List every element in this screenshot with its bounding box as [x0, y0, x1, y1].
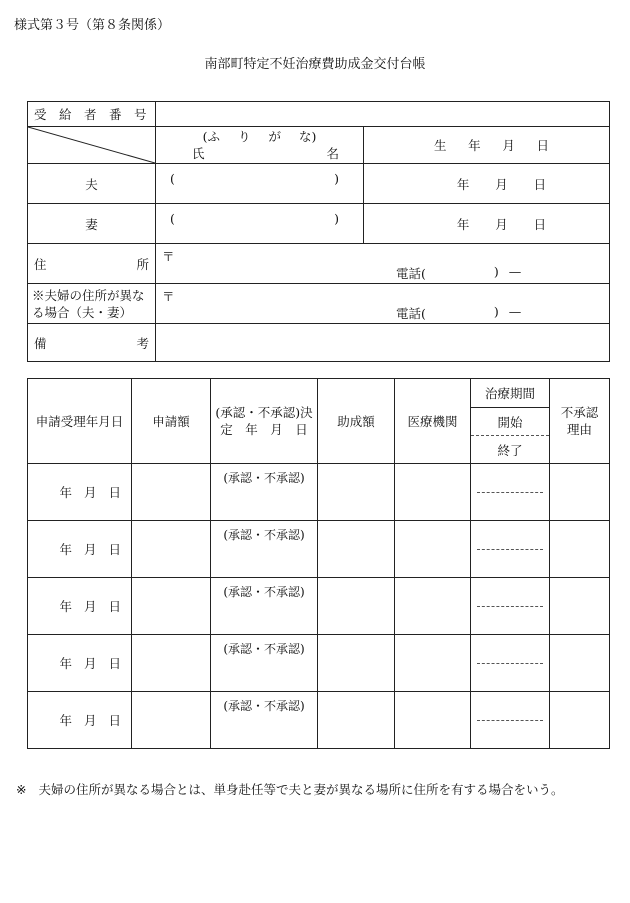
approval-options: (承認・不承認) — [223, 528, 305, 542]
approval-options: (承認・不承認) — [223, 642, 305, 656]
footnote — [16, 780, 564, 798]
month-label: 月 — [83, 713, 97, 728]
phone-dash: — — [508, 264, 522, 279]
table-row — [28, 578, 610, 635]
approval-options: (承認・不承認) — [223, 699, 305, 713]
period-divider — [477, 663, 543, 664]
period-divider — [477, 606, 543, 607]
furigana-char: り — [237, 129, 251, 144]
table-row — [28, 464, 610, 521]
month-label: 月 — [495, 176, 508, 192]
rejection-reason-cell[interactable] — [550, 692, 610, 749]
rejection-reason-cell[interactable] — [550, 635, 610, 692]
grant-amount-cell[interactable] — [318, 635, 395, 692]
institution-cell[interactable] — [395, 464, 471, 521]
wife-label: 妻 — [28, 204, 156, 244]
grant-amount-cell[interactable] — [318, 464, 395, 521]
col-decision-line2: 定 年 月 日 — [220, 422, 308, 437]
name-header — [156, 127, 364, 164]
recipient-info-table — [27, 101, 610, 362]
month-label: 月 — [83, 485, 97, 500]
phone-label: 電話( — [396, 266, 426, 281]
remarks-label-right: 考 — [136, 335, 149, 351]
approval-options: (承認・不承認) — [223, 471, 305, 485]
col-decision-line1: (承認・不承認)決 — [215, 405, 313, 420]
phone-field — [396, 304, 521, 322]
recipient-number-field[interactable] — [156, 102, 610, 127]
month-label: 月 — [83, 542, 97, 557]
table-row — [28, 521, 610, 578]
husband-birthdate-field[interactable] — [364, 164, 610, 204]
treatment-period-cell[interactable] — [471, 578, 550, 635]
husband-label: 夫 — [28, 164, 156, 204]
footnote-mark: ※ — [16, 782, 27, 797]
col-reason-line1: 不承認 — [560, 405, 599, 420]
year-label: 年 — [59, 656, 72, 671]
paren-open: ( — [170, 211, 175, 226]
grant-amount-cell[interactable] — [318, 692, 395, 749]
phone-label: 電話( — [396, 306, 426, 321]
diagonal-header-cell — [28, 127, 156, 164]
table-row — [28, 692, 610, 749]
treatment-period-cell[interactable] — [471, 635, 550, 692]
phone-close: ) — [493, 264, 499, 279]
period-divider — [477, 720, 543, 721]
col-institution: 医療機関 — [395, 379, 471, 464]
col-receipt-date: 申請受理年月日 — [28, 379, 132, 464]
amount-applied-cell[interactable] — [132, 521, 211, 578]
recipient-number-label: 受 給 者 番 号 — [28, 102, 156, 127]
decision-date-cell[interactable] — [211, 578, 318, 635]
col-amount-applied: 申請額 — [132, 379, 211, 464]
application-history-table — [27, 378, 610, 749]
month-label: 月 — [83, 599, 97, 614]
col-start: 開始 — [471, 408, 550, 436]
month-label: 月 — [83, 656, 97, 671]
decision-date-cell[interactable] — [211, 464, 318, 521]
grant-amount-cell[interactable] — [318, 521, 395, 578]
approval-options: (承認・不承認) — [223, 585, 305, 599]
year-label: 年 — [456, 176, 470, 192]
year-label: 年 — [59, 485, 72, 500]
col-decision-date — [211, 379, 318, 464]
institution-cell[interactable] — [395, 521, 471, 578]
year-label: 年 — [59, 542, 72, 557]
footnote-text: 夫婦の住所が異なる場合とは、単身赴任等で夫と妻が異なる場所に住所を有する場合をいう。 — [38, 782, 564, 797]
name-label-left: 氏 — [192, 146, 205, 161]
col-reason-line2: 理由 — [566, 422, 592, 437]
husband-name-field[interactable] — [156, 164, 364, 204]
receipt-date-cell[interactable] — [28, 635, 132, 692]
alt-address-label-line1: ※夫婦の住所が異な — [32, 287, 145, 303]
document-title: 南部町特定不妊治療費助成金交付台帳 — [204, 57, 426, 72]
phone-close: ) — [493, 304, 499, 319]
col-grant-amount: 助成額 — [318, 379, 395, 464]
address-field[interactable] — [156, 244, 610, 284]
year-label: 年 — [59, 713, 72, 728]
day-label: 日 — [108, 656, 121, 671]
birth-label-char: 年 — [468, 138, 481, 153]
day-label: 日 — [108, 485, 121, 500]
col-rejection-reason — [550, 379, 610, 464]
address-label-right: 所 — [136, 256, 149, 272]
decision-date-cell[interactable] — [211, 692, 318, 749]
day-label: 日 — [108, 542, 121, 557]
year-label: 年 — [59, 599, 72, 614]
treatment-period-cell[interactable] — [471, 464, 550, 521]
postal-mark: 〒 — [162, 249, 175, 264]
phone-dash: — — [508, 304, 522, 319]
rejection-reason-cell[interactable] — [550, 464, 610, 521]
amount-applied-cell[interactable] — [132, 635, 211, 692]
institution-cell[interactable] — [395, 635, 471, 692]
day-label: 日 — [533, 176, 547, 192]
receipt-date-cell[interactable] — [28, 521, 132, 578]
remarks-label — [28, 324, 156, 362]
remarks-label-left: 備 — [34, 335, 47, 351]
amount-applied-cell[interactable] — [132, 692, 211, 749]
amount-applied-cell[interactable] — [132, 464, 211, 521]
grant-amount-cell[interactable] — [318, 578, 395, 635]
decision-date-cell[interactable] — [211, 635, 318, 692]
paren-close: ) — [334, 171, 339, 186]
birth-label-char: 月 — [502, 138, 515, 153]
day-label: 日 — [108, 599, 121, 614]
institution-cell[interactable] — [395, 692, 471, 749]
table-row — [28, 635, 610, 692]
period-divider — [477, 492, 543, 493]
postal-mark: 〒 — [162, 289, 175, 304]
receipt-date-cell[interactable] — [28, 692, 132, 749]
institution-cell[interactable] — [395, 578, 471, 635]
day-label: 日 — [533, 216, 547, 232]
alt-address-label-line2: る場合（夫・妻） — [32, 304, 133, 320]
furigana-char: (ふ — [202, 129, 220, 144]
birth-label-char: 生 — [434, 138, 447, 153]
col-treatment-period: 治療期間 — [471, 379, 550, 408]
receipt-date-cell[interactable] — [28, 578, 132, 635]
rejection-reason-cell[interactable] — [550, 521, 610, 578]
phone-field — [396, 264, 521, 282]
treatment-period-cell[interactable] — [471, 692, 550, 749]
furigana-char: な) — [299, 129, 317, 144]
address-label-left: 住 — [34, 256, 47, 272]
period-divider — [477, 549, 543, 550]
rejection-reason-cell[interactable] — [550, 578, 610, 635]
decision-date-cell[interactable] — [211, 521, 318, 578]
wife-name-field[interactable] — [156, 204, 364, 244]
month-label: 月 — [495, 216, 508, 232]
birthdate-header — [364, 127, 610, 164]
treatment-period-cell[interactable] — [471, 521, 550, 578]
wife-birthdate-field[interactable] — [364, 204, 610, 244]
col-end: 終了 — [471, 436, 550, 464]
name-label-right: 名 — [326, 146, 339, 161]
paren-close: ) — [334, 211, 339, 226]
day-label: 日 — [108, 713, 121, 728]
alt-address-label — [28, 284, 156, 324]
paren-open: ( — [170, 171, 175, 186]
alt-address-field[interactable] — [156, 284, 610, 324]
receipt-date-cell[interactable] — [28, 464, 132, 521]
furigana-char: が — [268, 129, 282, 144]
form-number: 様式第３号（第８条関係） — [14, 18, 171, 33]
address-label — [28, 244, 156, 284]
diagonal-line — [28, 127, 155, 163]
remarks-field[interactable] — [156, 324, 610, 362]
birth-label-char: 日 — [536, 138, 549, 153]
year-label: 年 — [456, 216, 470, 232]
amount-applied-cell[interactable] — [132, 578, 211, 635]
